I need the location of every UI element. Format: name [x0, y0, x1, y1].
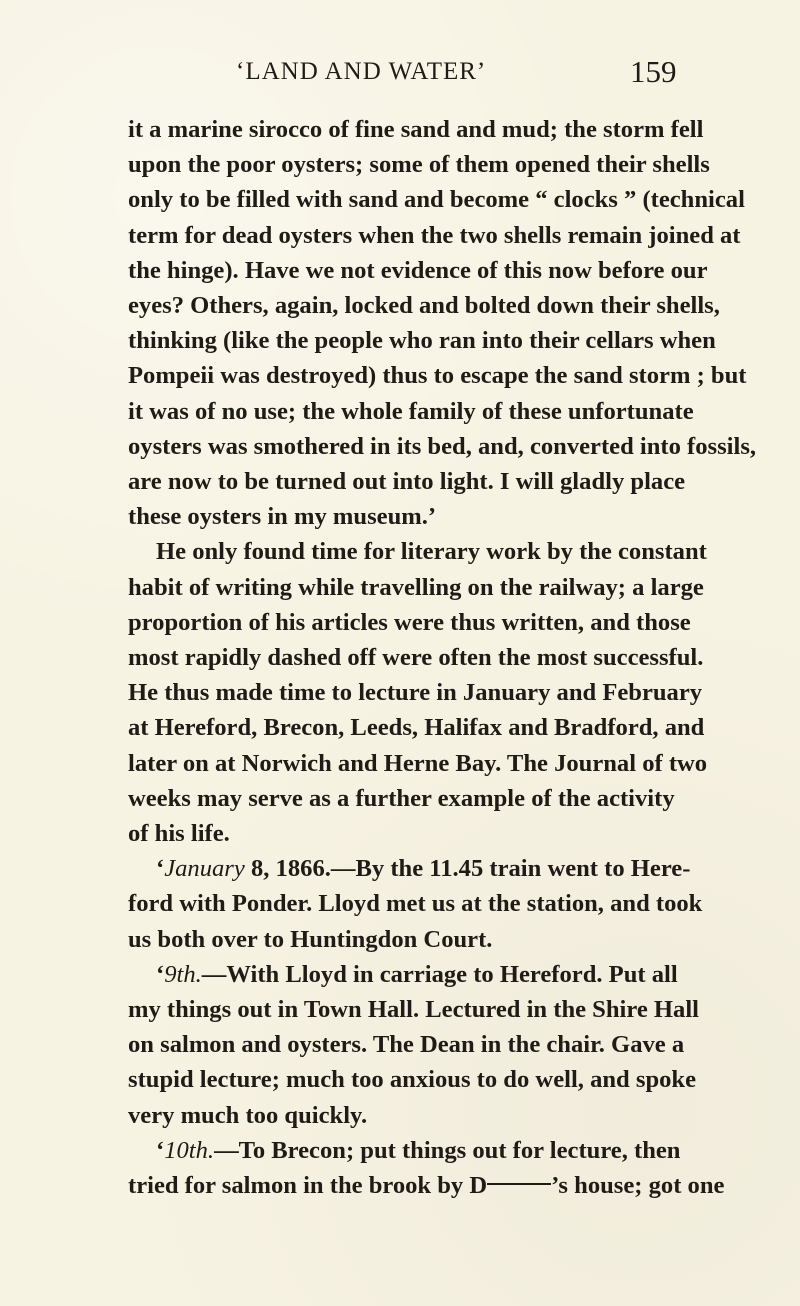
journal-entry-9th [128, 957, 678, 992]
journal-entry-january [128, 851, 691, 886]
text-line-29: very much too quickly. [128, 1101, 368, 1129]
text-line-10: oysters was smothered in its bed, and, converted into fossils, [128, 432, 757, 460]
text-line-9: it was of no use; the whole family of these unfortunate [128, 397, 694, 425]
text-line-3: only to be filled with sand and become “ clocks ” (technical [128, 186, 745, 214]
opening-quote: ‘ [156, 1136, 165, 1164]
tenth-entry-text: —To Brecon; put things out for lecture, then [214, 1136, 681, 1164]
text-line-7: thinking (like the people who ran into their cellars when [128, 327, 716, 355]
text-line-19: later on at Norwich and Herne Bay. The Journal of two [128, 749, 708, 777]
text-line-12: these oysters in my museum.’ [128, 503, 437, 531]
january-entry-text: 8, 1866.—By the 11.45 train went to Here- [250, 855, 691, 883]
italic-date: 9th. [164, 960, 202, 988]
text-line-14: habit of writing while travelling on the railway; a large [128, 573, 704, 601]
text-line-1: it a marine sirocco of fine sand and mud; the storm fell [128, 116, 704, 143]
text-line-6: eyes? Others, again, locked and bolted down their shells, [128, 292, 720, 320]
running-title: ‘LAND AND WATER’ [236, 58, 487, 85]
long-dash [487, 1183, 551, 1185]
text-line-24: us both over to Huntingdon Court. [128, 925, 493, 953]
text-line-23: ford with Ponder. Lloyd met us at the station, and took [128, 890, 703, 918]
body-text [128, 112, 757, 1203]
text-line-13: He only found time for literary work by the constant [156, 538, 707, 566]
text-line-28: stupid lecture; much too anxious to do well, and spoke [128, 1066, 697, 1094]
text-line-26: my things out in Town Hall. Lectured in the Shire Hall [128, 996, 699, 1024]
italic-date: 10th. [164, 1136, 215, 1164]
opening-quote: ‘ [156, 855, 165, 883]
opening-quote: ‘ [156, 960, 165, 988]
text-line-21: of his life. [128, 820, 230, 848]
brook-text: tried for salmon in the brook by D [128, 1172, 488, 1200]
text-line-16: most rapidly dashed off were often the most successful. [128, 644, 704, 672]
ninth-entry-text: —With Lloyd in carriage to Hereford. Put all [201, 960, 678, 988]
page-number: 159 [630, 54, 677, 89]
text-line-11: are now to be turned out into light. I will gladly place [128, 468, 686, 496]
text-line-2: upon the poor oysters; some of them opened their shells [128, 151, 710, 179]
text-line-27: on salmon and oysters. The Dean in the chair. Gave a [128, 1031, 685, 1059]
text-line-18: at Hereford, Brecon, Leeds, Halifax and Bradford, and [128, 714, 705, 742]
text-line-5: the hinge). Have we not evidence of this now before our [128, 256, 708, 284]
text-line-4: term for dead oysters when the two shells remain joined at [128, 221, 741, 249]
text-line-15: proportion of his articles were thus written, and those [128, 608, 691, 636]
italic-month: January [164, 855, 245, 883]
house-text: ’s house; got one [551, 1172, 725, 1200]
text-line-20: weeks may serve as a further example of the activity [128, 784, 675, 812]
text-line-8: Pompeii was destroyed) thus to escape the sand storm ; but [128, 362, 747, 390]
text-line-17: He thus made time to lecture in January and February [128, 679, 703, 707]
text-line-31 [128, 1168, 725, 1203]
journal-entry-10th [128, 1133, 681, 1168]
